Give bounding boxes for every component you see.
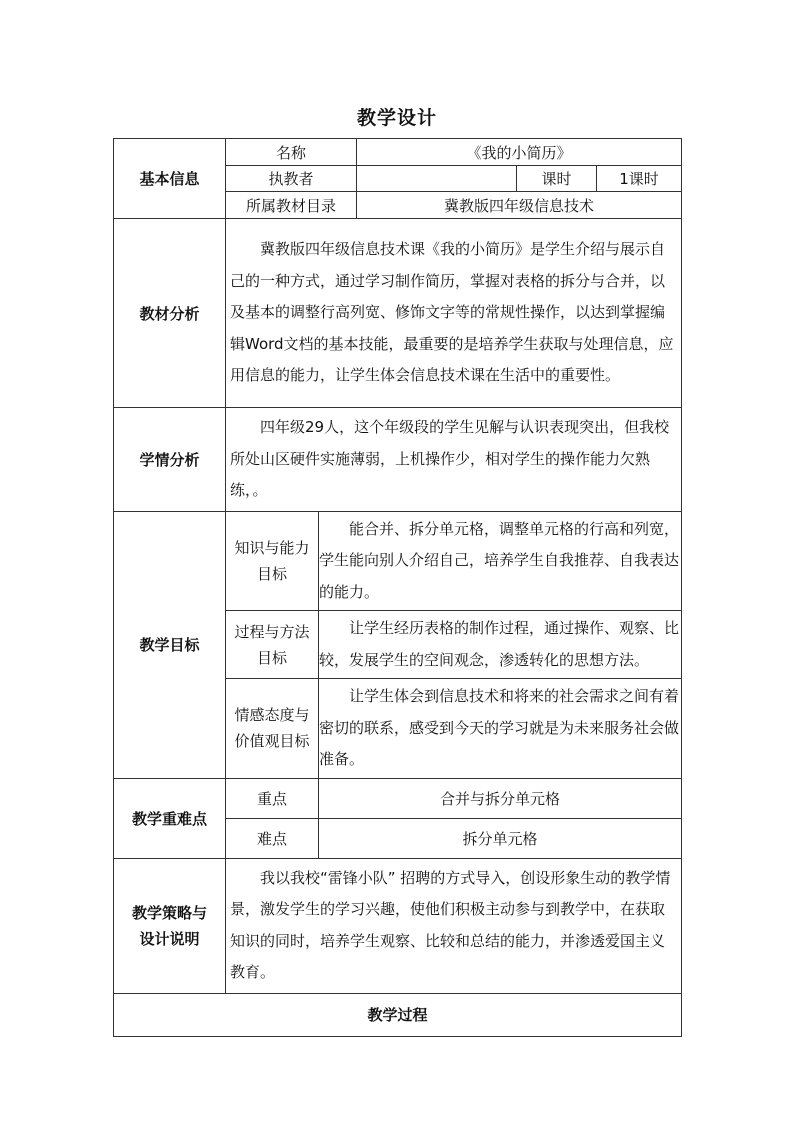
- strategy-label: 教学策略与设计说明: [114, 858, 226, 993]
- key-point-row: [114, 778, 682, 818]
- textbook-value: 冀教版四年级信息技术: [357, 192, 682, 219]
- objectives-label: 教学目标: [114, 511, 226, 778]
- key-points-label: 教学重难点: [114, 778, 226, 858]
- objective-process-text: 让学生经历表格的制作过程，通过操作、观察、比较，发展学生的空间观念，渗透转化的思想方法。: [319, 619, 680, 669]
- name-value: 《我的小简历》: [357, 139, 682, 166]
- objective-emotion-label: 情感态度与价值观目标: [226, 679, 319, 779]
- strategy-text: 我以我校“雷锋小队” 招聘的方式导入，创设形象生动的教学情景，激发学生的学习兴趣，使他们积极主动参与到教学中，在获取知识的同时，培养学生观察、比较和总结的能力，并渗透爱国主义教育。: [230, 868, 671, 981]
- process-row: [114, 993, 682, 1036]
- textbook-label: 所属教材目录: [226, 192, 357, 219]
- objective-process-label: 过程与方法目标: [226, 611, 319, 679]
- teacher-value: [357, 166, 517, 192]
- basic-info-label: 基本信息: [114, 139, 226, 219]
- hours-label: 课时: [517, 166, 597, 192]
- difficult-label: 难点: [226, 818, 319, 858]
- student-analysis-label: 学情分析: [114, 408, 226, 512]
- process-label: 教学过程: [114, 993, 682, 1036]
- material-analysis-label: 教材分析: [114, 219, 226, 408]
- strategy-row: [114, 858, 682, 993]
- material-analysis-text: 冀教版四年级信息技术课《我的小简历》是学生介绍与展示自己的一种方式，通过学习制作简历，掌握对表格的拆分与合并，以及基本的调整行高列宽、修饰文字等的常规性操作，以达到掌握编辑Word文档的基本技能，最重要的是培养学生获取与处理信息，应用信息的能力，让学生体会信息技术课在生活中的重要性。: [230, 240, 674, 385]
- objective-knowledge-label: 知识与能力目标: [226, 511, 319, 611]
- basic-info-row-1: [114, 139, 682, 166]
- name-label: 名称: [226, 139, 357, 166]
- student-analysis-text: 四年级29人，这个年级段的学生见解与认识表现突出，但我校所处山区硬件实施薄弱，上机操作少，相对学生的操作能力欠熟练，。: [230, 418, 670, 499]
- page-title: 教学设计: [356, 107, 437, 129]
- objective-row-knowledge: [114, 511, 682, 611]
- hours-value: 1课时: [597, 166, 682, 192]
- key-value: 合并与拆分单元格: [319, 778, 682, 818]
- objective-emotion-text: 让学生体会到信息技术和将来的社会需求之间有着密切的联系，感受到今天的学习就是为未来服务社会做准备。: [319, 687, 680, 768]
- material-analysis-row: [114, 219, 682, 408]
- lesson-plan-table: [113, 138, 682, 1037]
- student-analysis-row: [114, 408, 682, 512]
- objective-knowledge-text: 能合并、拆分单元格，调整单元格的行高和列宽，学生能向别人介绍自己，培养学生自我推荐、自我表达的能力。: [319, 519, 680, 601]
- teacher-label: 执教者: [226, 166, 357, 192]
- key-label: 重点: [226, 778, 319, 818]
- difficult-value: 拆分单元格: [319, 818, 682, 858]
